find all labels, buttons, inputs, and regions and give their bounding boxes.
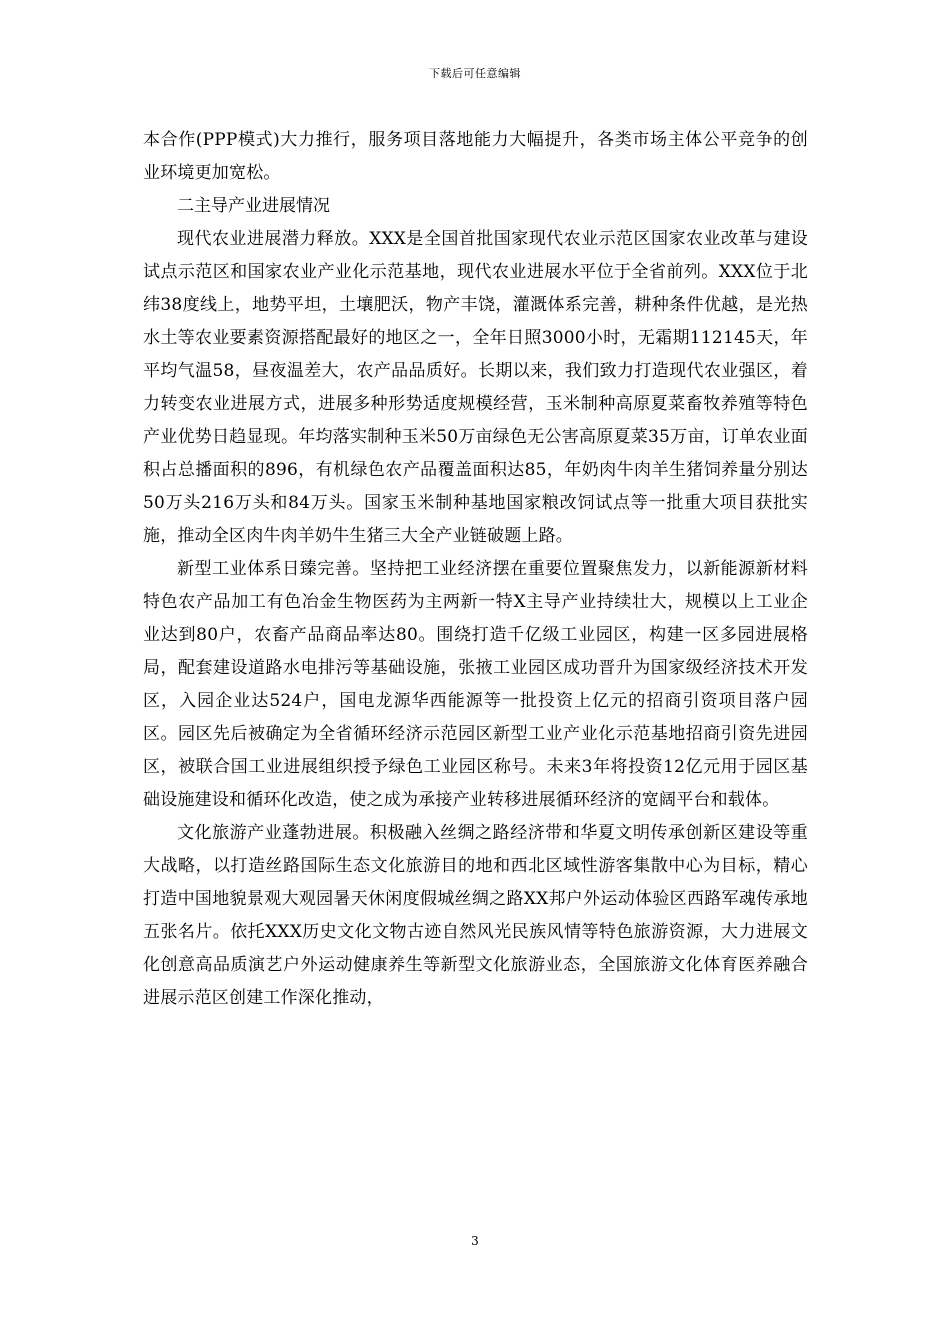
page-header: 下载后可任意编辑: [429, 67, 521, 80]
tourism-paragraph: 文化旅游产业蓬勃进展。积极融入丝绸之路经济带和华夏文明传承创新区建设等重大战略，以打造丝路国际生态文化旅游目的地和西北区域性游客集散中心为目标，精心打造中国地貌景观大观园暑天休闲度假城丝绸之路XX邦户外运动体验区西路军魂传承地五张名片。依托XXX历史文化文物古迹自然风光民族风情等特色旅游资源，大力进展文化创意高品质演艺户外运动健康养生等新型文化旅游业态，全国旅游文化体育医养融合进展示范区创建工作深化推动，: [143, 823, 808, 1008]
section-heading: 二主导产业进展情况: [177, 196, 330, 216]
document-body: [143, 124, 808, 1015]
page-number: 3: [471, 1234, 479, 1248]
agriculture-paragraph: 现代农业进展潜力释放。XXX是全国首批国家现代农业示范区国家农业改革与建设试点示范区和国家农业产业化示范基地，现代农业进展水平位于全省前列。XXX位于北纬38度线上，地势平坦，土壤肥沃，物产丰饶，灌溉体系完善，耕种条件优越，是光热水土等农业要素资源搭配最好的地区之一，全年日照3000小时，无霜期112145天，年平均气温58，昼夜温差大，农产品品质好。长期以来，我们致力打造现代农业强区，着力转变农业进展方式，进展多种形势适度规模经营，玉米制种高原夏菜畜牧养殖等特色产业优势日趋显现。年均落实制种玉米50万亩绿色无公害高原夏菜35万亩，订单农业面积占总播面积的896，有机绿色农产品覆盖面积达85，年奶肉牛肉羊生猪饲养量分别达50万头216万头和84万头。国家玉米制种基地国家粮改饲试点等一批重大项目获批实施，推动全区肉牛肉羊奶牛生猪三大全产业链破题上路。: [143, 229, 808, 546]
intro-paragraph: 本合作(PPP模式)大力推行，服务项目落地能力大幅提升，各类市场主体公平竞争的创业环境更加宽松。: [143, 130, 808, 183]
industry-paragraph: 新型工业体系日臻完善。坚持把工业经济摆在重要位置聚焦发力，以新能源新材料特色农产品加工有色冶金生物医药为主两新一特X主导产业持续壮大，规模以上工业企业达到80户，农畜产品商品率达80。围绕打造千亿级工业园区，构建一区多园进展格局，配套建设道路水电排污等基础设施，张掖工业园区成功晋升为国家级经济技术开发区，入园企业达524户，国电龙源华西能源等一批投资上亿元的招商引资项目落户园区。园区先后被确定为全省循环经济示范园区新型工业产业化示范基地招商引资先进园区，被联合国工业进展组织授予绿色工业园区称号。未来3年将投资12亿元用于园区基础设施建设和循环化改造，使之成为承接产业转移进展循环经济的宽阔平台和载体。: [143, 559, 808, 810]
